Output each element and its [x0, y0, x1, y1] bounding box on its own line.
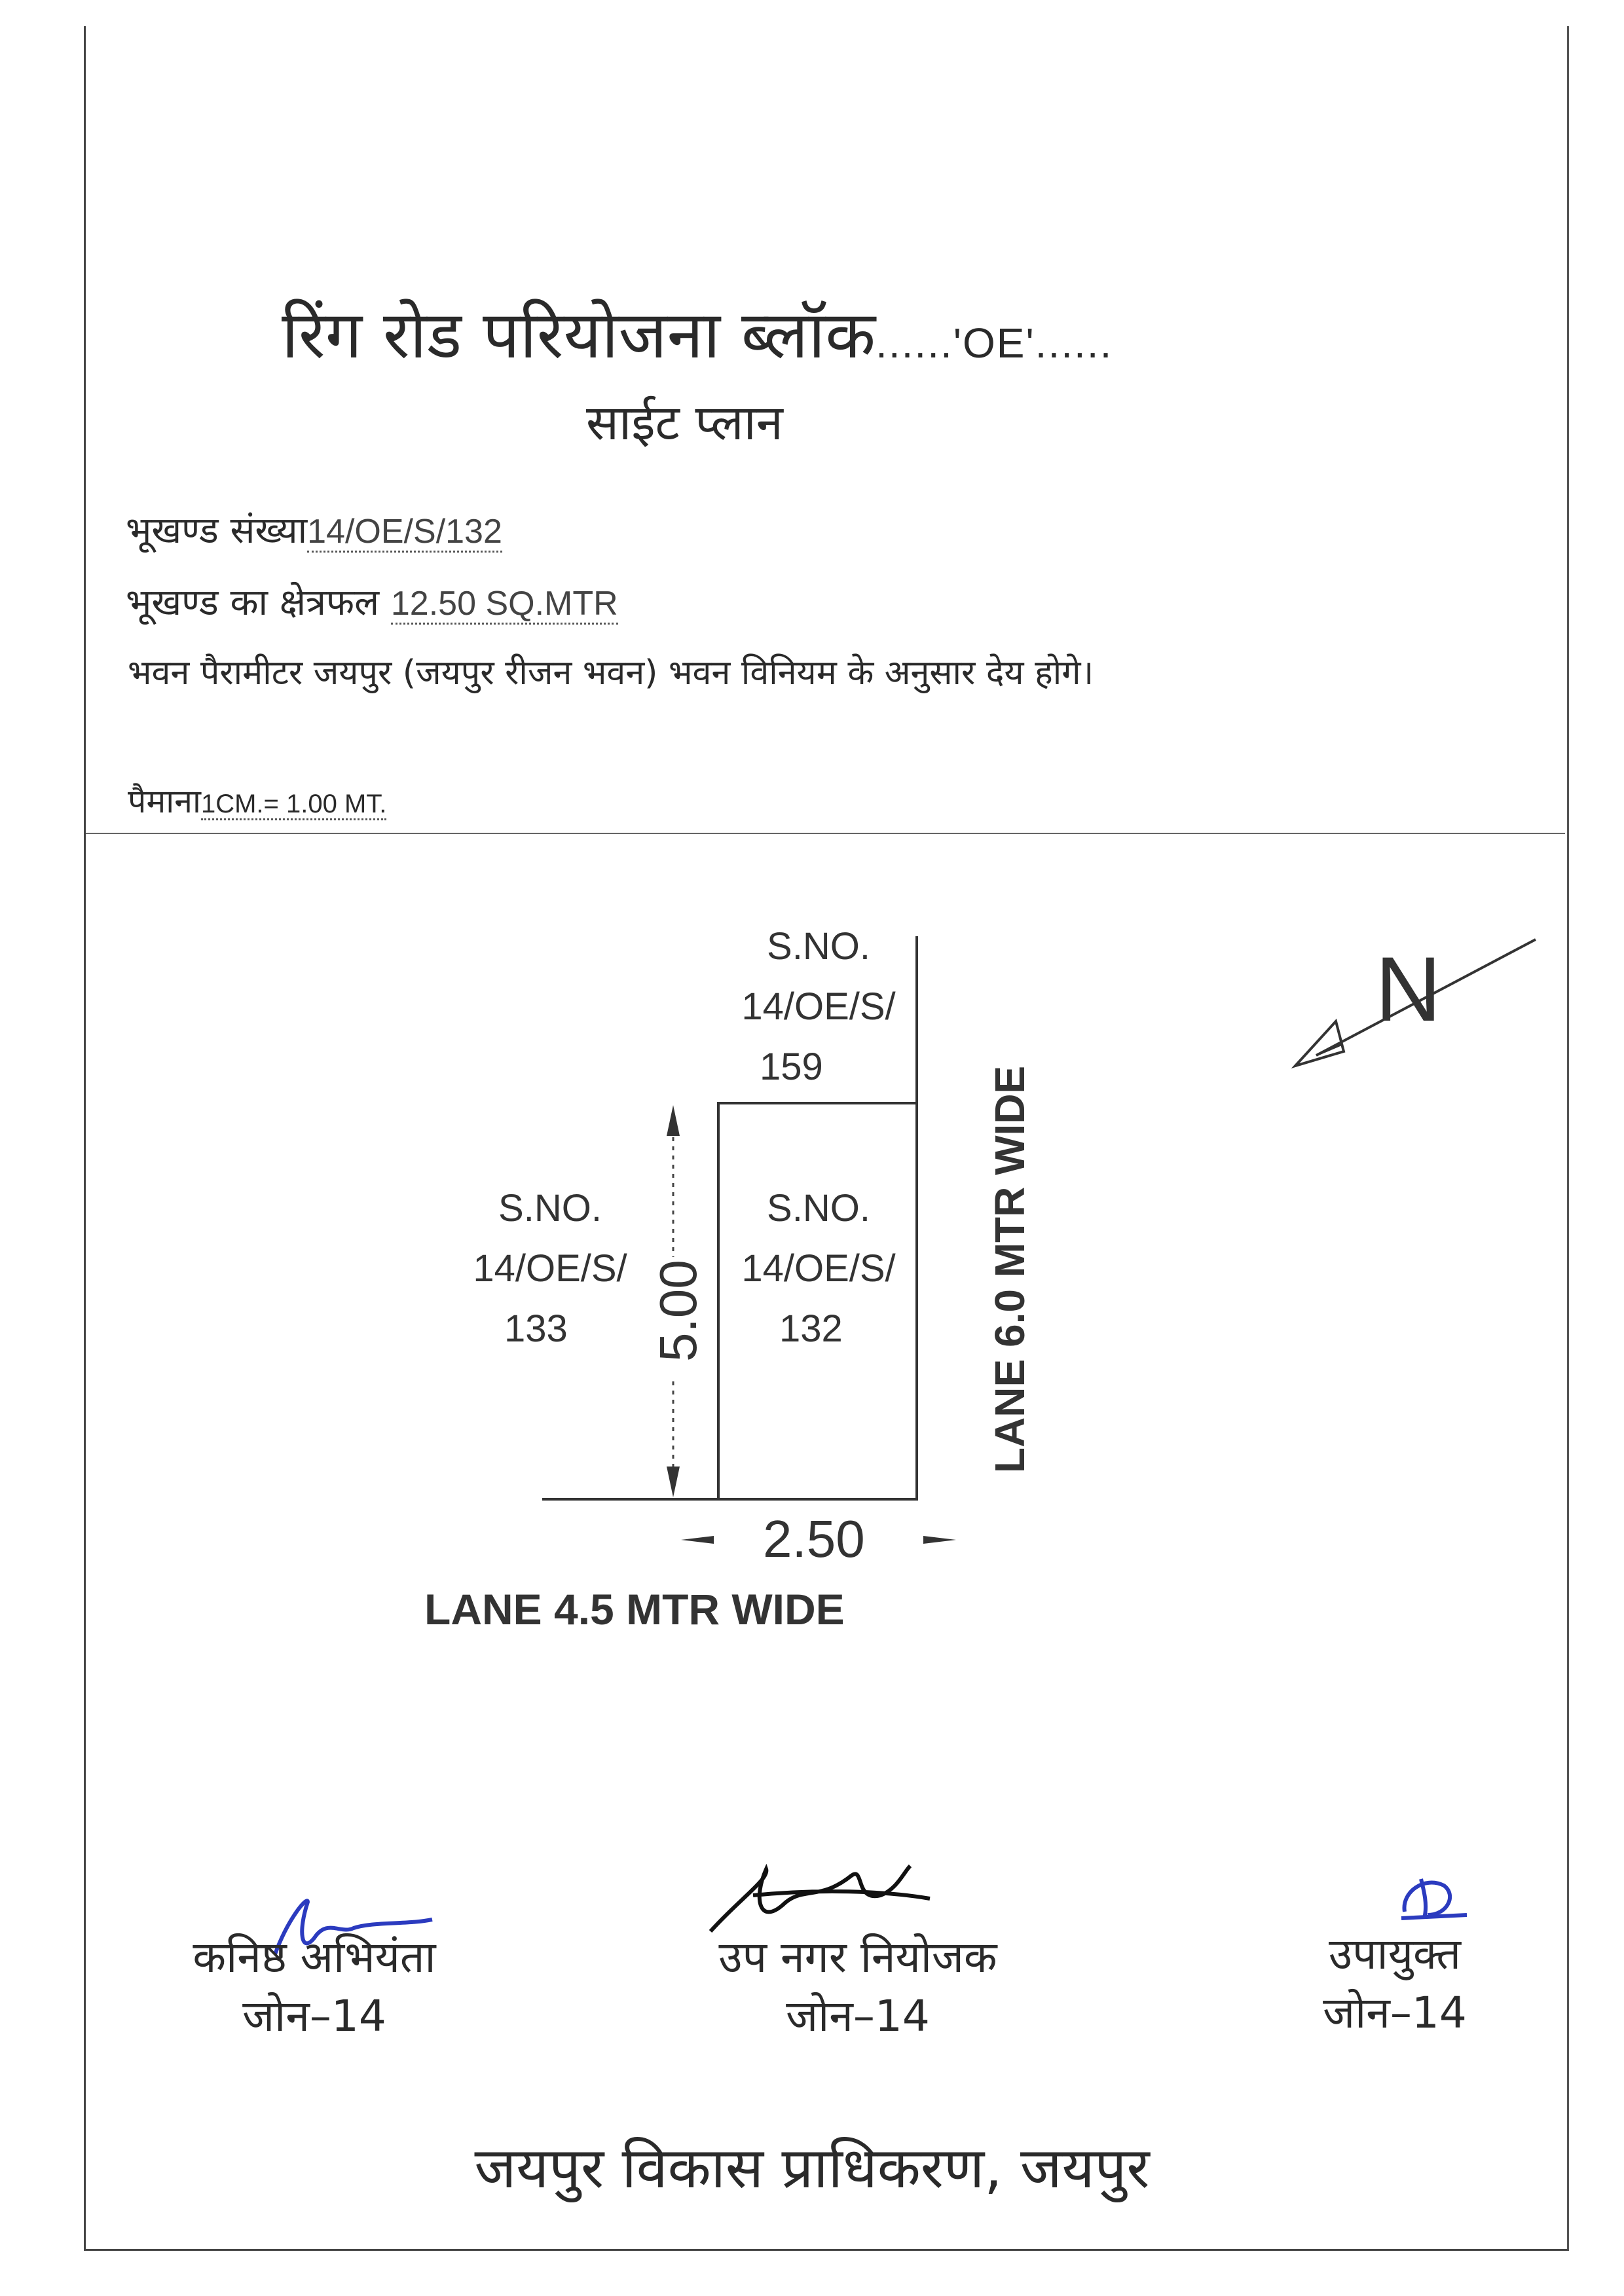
signatory-title: कनिष्ठ अभियंता — [193, 1932, 436, 1982]
signature-deputy-town-planner — [710, 1866, 930, 1931]
signatory-junior-engineer — [144, 1928, 485, 2046]
signatory-zone: जोन–14 — [1323, 1988, 1467, 2038]
signatory-zone: जोन–14 — [242, 1991, 386, 2041]
title-text: रिंग रोड परियोजना ब्लॉक — [282, 297, 876, 373]
plot-number-label: भूखण्ड संख्या — [126, 509, 308, 552]
north-label: N — [1375, 938, 1442, 1040]
plot-main-line3: 132 — [779, 1307, 843, 1350]
plot-west-line2: 14/OE/S/ — [473, 1247, 627, 1290]
signatory-title: उप नगर नियोजक — [718, 1932, 997, 1982]
scale-label: पैमाना — [128, 782, 201, 820]
plot-number-value: 14/OE/S/132 — [307, 513, 502, 553]
signatory-zone: जोन–14 — [786, 1991, 930, 2041]
width-dimension-label: 2.50 — [763, 1510, 865, 1568]
plot-north-line3: 159 — [760, 1046, 823, 1088]
plot-north-line1: S.NO. — [767, 925, 870, 968]
east-lane-label: LANE 6.0 MTR WIDE — [986, 1065, 1033, 1473]
depth-dimension-label: 5.00 — [649, 1260, 707, 1362]
plot-main-line2: 14/OE/S/ — [741, 1247, 896, 1290]
authority-footer: जयपुर विकास प्राधिकरण, जयपुर — [474, 2136, 1150, 2201]
plot-main-line1: S.NO. — [767, 1187, 870, 1230]
page-subtitle: साईट प्लान — [586, 395, 783, 451]
plot-west-line3: 133 — [504, 1307, 568, 1350]
signature-deputy-commissioner — [1401, 1879, 1467, 1918]
regulation-note: भवन पैरामीटर जयपुर (जयपुर रीजन भवन) भवन विनियम के अनुसार देय होगे। — [128, 653, 1094, 693]
south-lane-label: LANE 4.5 MTR WIDE — [424, 1585, 845, 1633]
plot-west-line1: S.NO. — [498, 1187, 602, 1230]
plot-area-label: भूखण्ड का क्षेत्रफल — [126, 581, 380, 624]
signatory-deputy-town-planner — [655, 1928, 1061, 2046]
scale-value: 1CM.= 1.00 MT. — [201, 790, 386, 820]
plot-north-line2: 14/OE/S/ — [741, 985, 896, 1028]
plot-area-value: 12.50 SQ.MTR — [391, 585, 618, 625]
signatory-title: उपायुक्त — [1328, 1929, 1462, 1979]
signatory-deputy-commissioner — [1283, 1925, 1506, 2043]
block-code: ......'OE'...... — [876, 319, 1113, 367]
